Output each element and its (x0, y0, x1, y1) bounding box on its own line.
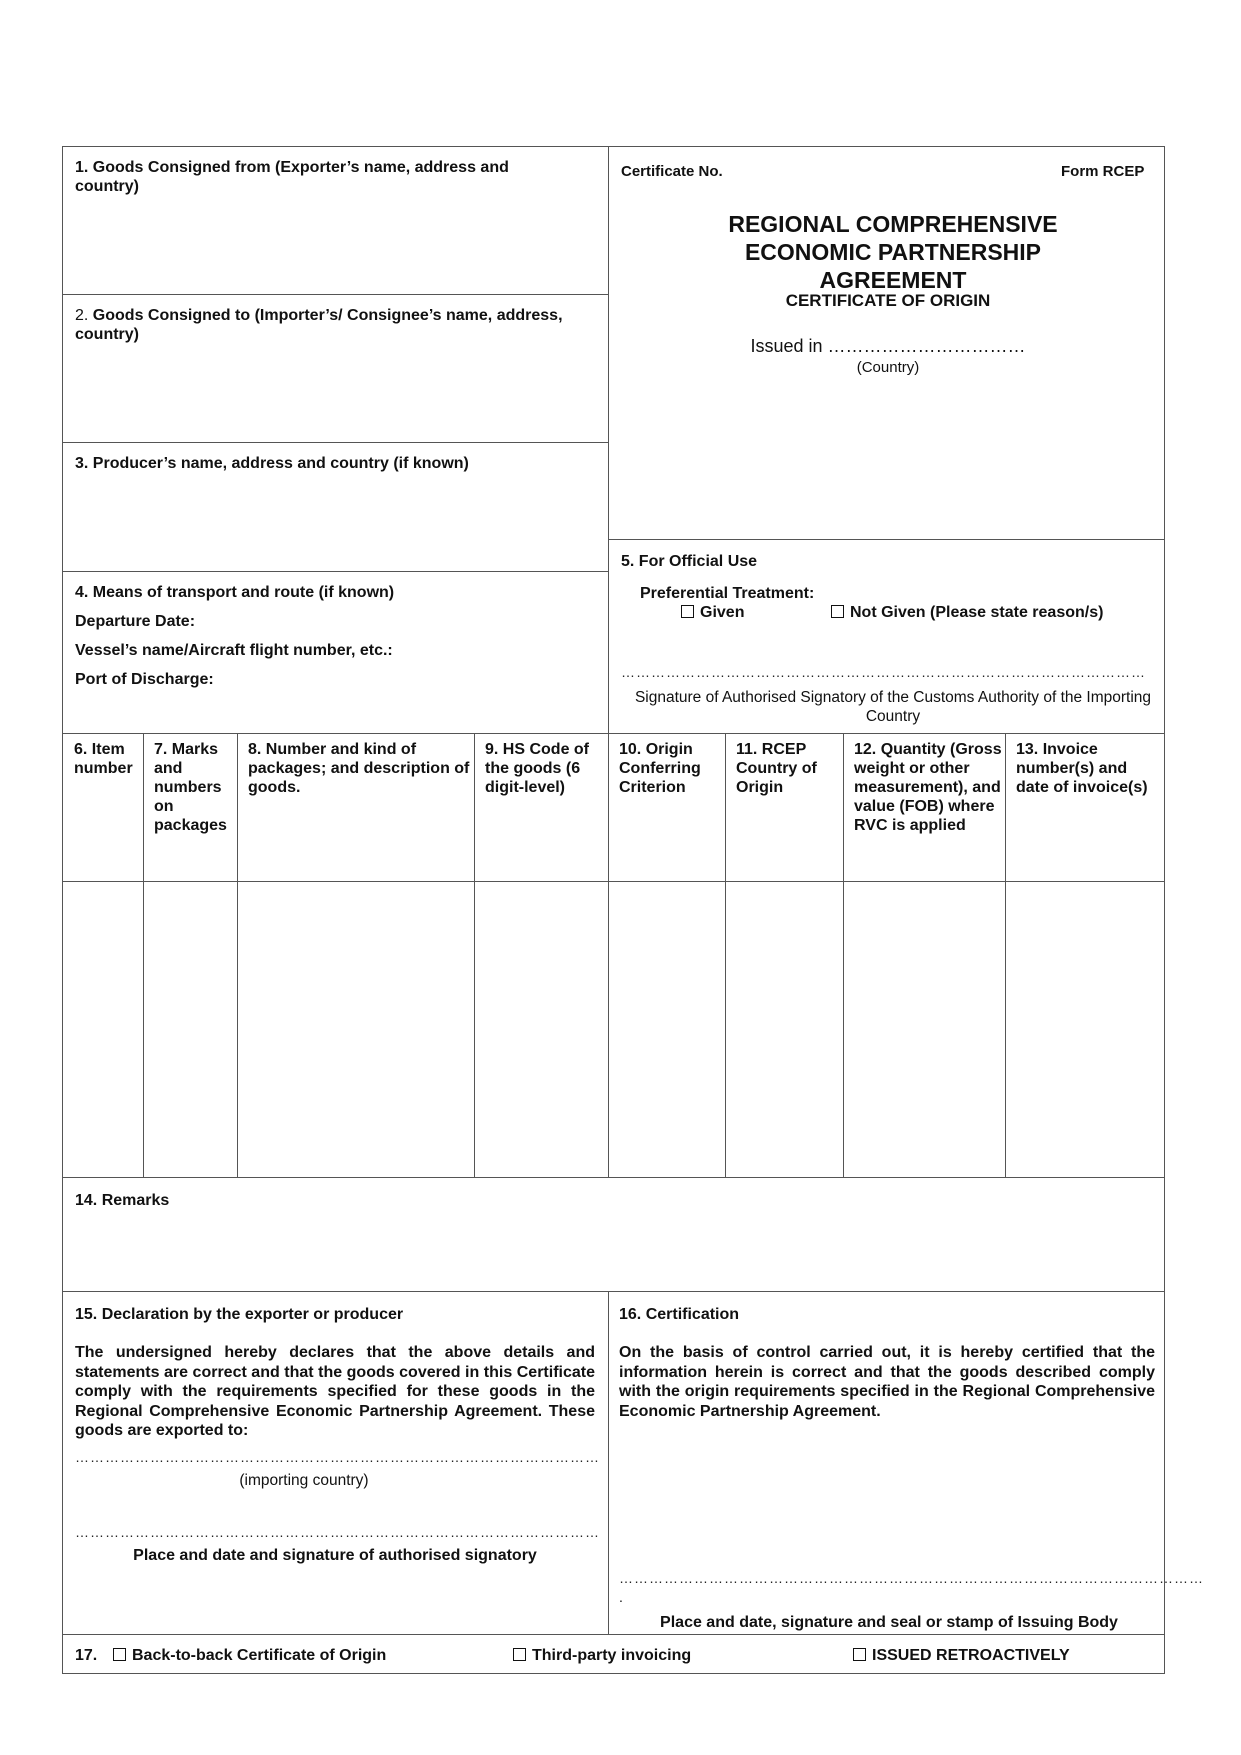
exporter-field[interactable] (63, 201, 608, 293)
divider (63, 733, 1165, 734)
column-header-origin-criterion: 10. Origin Conferring Criterion (619, 741, 701, 796)
country-caption: (Country) (856, 359, 920, 376)
preferential-treatment-label: Preferential Treatment: (640, 585, 815, 602)
goods-cell-quantity[interactable] (844, 882, 1005, 1177)
retroactive-label: ISSUED RETROACTIVELY (872, 1647, 1070, 1664)
exporter-signature-caption: Place and date and signature of authorised signatory (133, 1547, 537, 1564)
producer-field[interactable] (63, 482, 608, 570)
not-given-checkbox[interactable] (831, 605, 844, 618)
divider (608, 539, 1165, 540)
goods-cell-description[interactable] (238, 882, 474, 1177)
goods-cell-country[interactable] (726, 882, 843, 1177)
remarks-field[interactable] (63, 1215, 1165, 1291)
port-of-discharge-label: Port of Discharge: (75, 671, 214, 688)
form-label: Form RCEP (1061, 163, 1145, 180)
not-given-option[interactable] (831, 603, 1103, 622)
goods-cell-hs-code[interactable] (475, 882, 608, 1177)
goods-cell-invoice[interactable] (1006, 882, 1165, 1177)
back-to-back-label: Back-to-back Certificate of Origin (132, 1647, 387, 1664)
column-header-packages-description: 8. Number and kind of packages; and description of goods. (248, 741, 470, 796)
given-label: Given (700, 604, 745, 621)
box1-label: 1. Goods Consigned from (Exporter’s name, address and country) (75, 159, 509, 195)
column-header-quantity-value: 12. Quantity (Gross weight or other measurement), and value (FOB) where RVC is applied (854, 741, 1002, 834)
not-given-label: Not Given (Please state reason/s) (850, 604, 1104, 621)
box3-label: 3. Producer’s name, address and country (if known) (75, 455, 469, 472)
box15-declaration-text: The undersigned hereby declares that the above details and statements are correct and that the goods covered in this Certificate comply with the requirements specified for these goods in the Regional Comprehensive Economic Partnership Agreement. These goods are exported to: (75, 1344, 595, 1439)
divider (63, 1291, 1165, 1292)
issuing-body-signature-line[interactable]: ……………………………………………………………………………………………………… (619, 1570, 1204, 1586)
box2-label (75, 306, 595, 344)
goods-cell-item-number[interactable] (63, 882, 143, 1177)
departure-date-label: Departure Date: (75, 613, 196, 630)
divider (608, 147, 609, 733)
column-header-marks: 7. Marks and numbers on packages (154, 741, 227, 834)
box2-number: 2. (75, 307, 89, 324)
retroactive-checkbox[interactable] (853, 1648, 866, 1661)
divider (63, 1177, 1165, 1178)
issued-in-line[interactable]: Issued in …………………………… (750, 336, 1026, 356)
issuing-body-dot: . (619, 1589, 623, 1605)
certificate-no-field[interactable] (743, 157, 993, 183)
box16-certification-text: On the basis of control carried out, it is hereby certified that the information herein is correct and that the goods described comply with the origin requirements specified in the Regional Comprehensive Economic Partnership Agreement. (619, 1344, 1155, 1420)
box2-text: Goods Consigned to (Importer’s/ Consignee’s name, address, country) (75, 307, 563, 343)
given-checkbox[interactable] (681, 605, 694, 618)
column-header-country-of-origin: 11. RCEP Country of Origin (736, 741, 817, 796)
consignee-field[interactable] (63, 347, 608, 441)
box16-label: 16. Certification (619, 1306, 740, 1323)
official-signature-caption: Signature of Authorised Signatory of the Customs Authority of the Importing Country (634, 689, 1152, 725)
retroactive-option[interactable] (853, 1646, 1070, 1665)
certificate-form (62, 146, 1204, 1674)
back-to-back-option[interactable] (113, 1646, 386, 1665)
third-party-label: Third-party invoicing (532, 1647, 692, 1664)
divider (63, 571, 608, 572)
box14-label: 14. Remarks (75, 1192, 170, 1209)
vessel-name-label: Vessel’s name/Aircraft flight number, etc.: (75, 642, 393, 659)
divider (608, 1291, 609, 1634)
third-party-checkbox[interactable] (513, 1648, 526, 1661)
issuing-body-signature-caption: Place and date, signature and seal or stamp of Issuing Body (660, 1614, 1118, 1631)
official-signature-line[interactable]: …………………………………………………………………………………………… (621, 664, 1146, 680)
importing-country-line[interactable]: …………………………………………………………………………………………… (75, 1449, 600, 1465)
divider (63, 1634, 1165, 1635)
certificate-no-label: Certificate No. (621, 163, 723, 180)
goods-cell-marks[interactable] (144, 882, 237, 1177)
box5-label: 5. For Official Use (621, 553, 758, 570)
box4-label: 4. Means of transport and route (if known) (75, 584, 395, 601)
divider (63, 442, 608, 443)
box17-number: 17. (75, 1647, 98, 1664)
divider (63, 294, 608, 295)
given-option[interactable] (681, 603, 744, 622)
document-title: REGIONAL COMPREHENSIVE ECONOMIC PARTNERSHIP AGREEMENT (728, 211, 1058, 293)
goods-cell-origin-criterion[interactable] (609, 882, 725, 1177)
column-header-item-number: 6. Item number (74, 741, 133, 777)
third-party-option[interactable] (513, 1646, 691, 1665)
importing-country-caption: (importing country) (239, 1472, 369, 1489)
exporter-signature-line[interactable]: …………………………………………………………………………………………… (75, 1524, 600, 1540)
column-header-invoice: 13. Invoice number(s) and date of invoice(s) (1016, 741, 1148, 796)
document-subtitle: CERTIFICATE OF ORIGIN (785, 291, 991, 310)
back-to-back-checkbox[interactable] (113, 1648, 126, 1661)
box15-label: 15. Declaration by the exporter or producer (75, 1306, 404, 1323)
column-header-hs-code: 9. HS Code of the goods (6 digit-level) (485, 741, 590, 796)
